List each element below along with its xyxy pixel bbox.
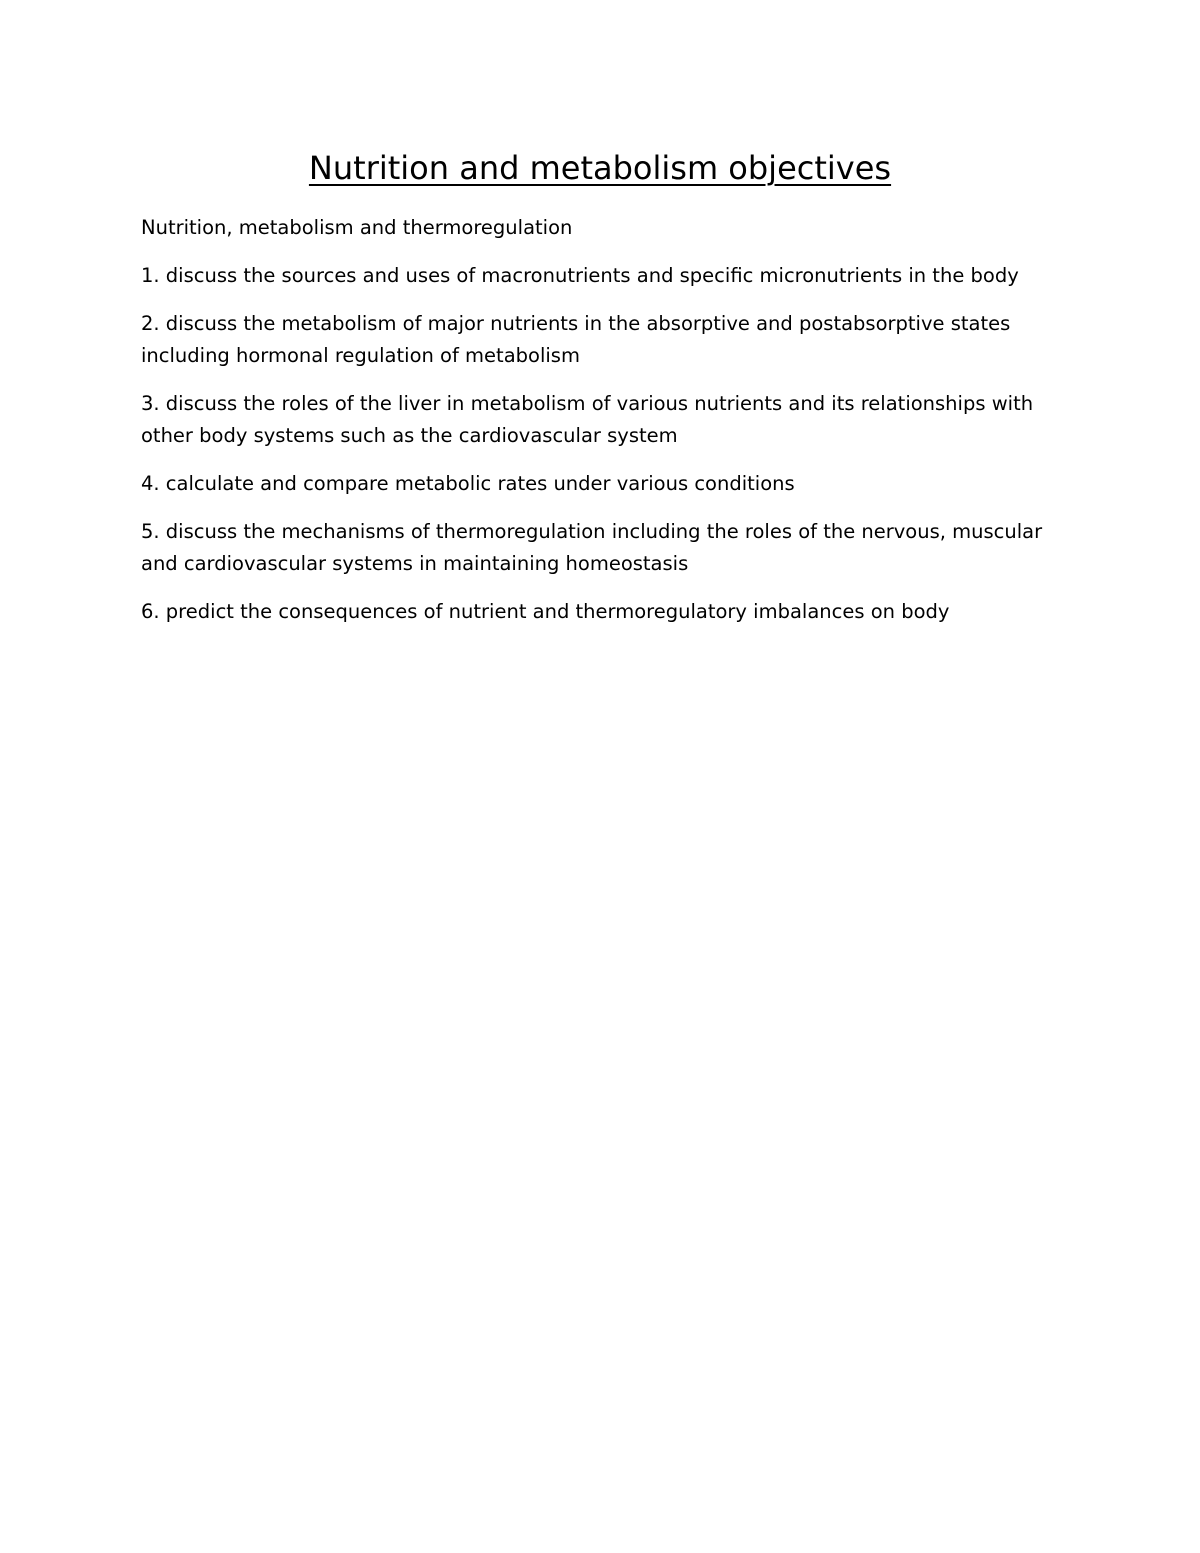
objective-item: 4. calculate and compare metabolic rates under various conditions xyxy=(141,472,795,495)
page-title: Nutrition and metabolism objectives xyxy=(308,149,892,187)
document-body xyxy=(141,212,1081,644)
objective-item: 3. discuss the roles of the liver in metabolism of various nutrients and its relationships with other body systems such as the cardiovascular system xyxy=(141,392,1034,447)
objective-item: 6. predict the consequences of nutrient and thermoregulatory imbalances on body xyxy=(141,600,950,623)
objective-item: 2. discuss the metabolism of major nutrients in the absorptive and postabsorptive states including hormonal regulation of metabolism xyxy=(141,312,1011,367)
objective-item: 1. discuss the sources and uses of macronutrients and specific micronutrients in the body xyxy=(141,264,1019,287)
section-subtitle: Nutrition, metabolism and thermoregulation xyxy=(141,216,573,239)
objective-item: 5. discuss the mechanisms of thermoregulation including the roles of the nervous, muscular and cardiovascular systems in maintaining homeostasis xyxy=(141,520,1043,575)
